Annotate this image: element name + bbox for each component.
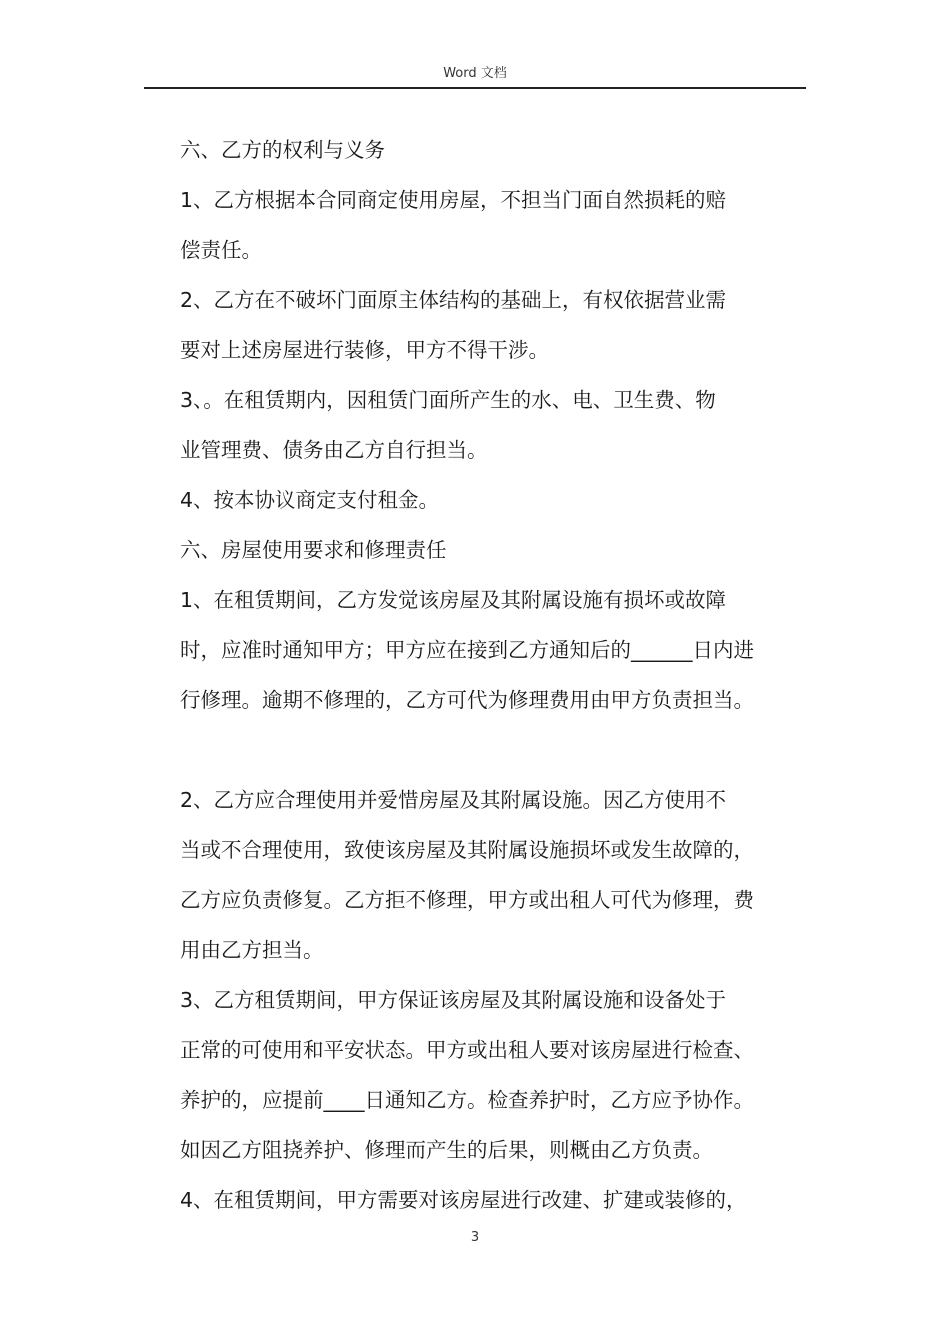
paragraph-item-3 xyxy=(180,375,806,475)
paragraph-line: 4、在租赁期间，甲方需要对该房屋进行改建、扩建或装修的， xyxy=(180,1188,747,1212)
paragraph-line: 正常的可使用和平安状态。甲方或出租人要对该房屋进行检查、 xyxy=(180,1038,754,1062)
paragraph-line: 时，应准时通知甲方；甲方应在接到乙方通知后的______日内进 xyxy=(180,638,754,662)
paragraph-line: 3、乙方租赁期间，甲方保证该房屋及其附属设施和设备处于 xyxy=(180,988,727,1012)
paragraph-item-4 xyxy=(180,475,806,525)
paragraph-line: 偿责任。 xyxy=(180,238,262,262)
paragraph-repair-1 xyxy=(180,575,806,725)
paragraph-line: 六、房屋使用要求和修理责任 xyxy=(180,538,447,562)
paragraph-repair-4 xyxy=(180,1175,806,1225)
paragraph-line: 六、乙方的权利与义务 xyxy=(180,138,385,162)
header-rule xyxy=(144,87,806,89)
paragraph-line: 4、按本协议商定支付租金。 xyxy=(180,488,440,512)
paragraph-line: 业管理费、债务由乙方自行担当。 xyxy=(180,438,488,462)
paragraph-line: 1、乙方根据本合同商定使用房屋，不担当门面自然损耗的赔 xyxy=(180,188,727,212)
paragraph-gap xyxy=(180,725,806,775)
page-number: 3 xyxy=(470,1230,480,1245)
document-body xyxy=(180,125,806,1225)
paragraph-line: 当或不合理使用，致使该房屋及其附属设施损坏或发生故障的， xyxy=(180,838,754,862)
paragraph-repair-3 xyxy=(180,975,806,1175)
paragraph-section-6-heading xyxy=(180,125,806,175)
paragraph-line: 3、。在租赁期内，因租赁门面所产生的水、电、卫生费、物 xyxy=(180,388,716,412)
paragraph-line: 养护的，应提前____日通知乙方。检查养护时，乙方应予协作。 xyxy=(180,1088,754,1112)
paragraph-line: 1、在租赁期间，乙方发觉该房屋及其附属设施有损坏或故障 xyxy=(180,588,727,612)
paragraph-section-6b-heading xyxy=(180,525,806,575)
paragraph-line: 如因乙方阻挠养护、修理而产生的后果，则概由乙方负责。 xyxy=(180,1138,713,1162)
paragraph-line: 行修理。逾期不修理的，乙方可代为修理费用由甲方负责担当。 xyxy=(180,688,754,712)
paragraph-item-2 xyxy=(180,275,806,375)
paragraph-line: 2、乙方应合理使用并爱惜房屋及其附属设施。因乙方使用不 xyxy=(180,788,727,812)
paragraph-repair-2 xyxy=(180,775,806,975)
paragraph-line: 2、乙方在不破坏门面原主体结构的基础上，有权依据营业需 xyxy=(180,288,727,312)
paragraph-item-1 xyxy=(180,175,806,275)
paragraph-line: 乙方应负责修复。乙方拒不修理，甲方或出租人可代为修理，费 xyxy=(180,888,754,912)
paragraph-line: 要对上述房屋进行装修，甲方不得干涉。 xyxy=(180,338,549,362)
paragraph-line: 用由乙方担当。 xyxy=(180,938,324,962)
page-header-title: Word 文档 xyxy=(443,66,507,81)
